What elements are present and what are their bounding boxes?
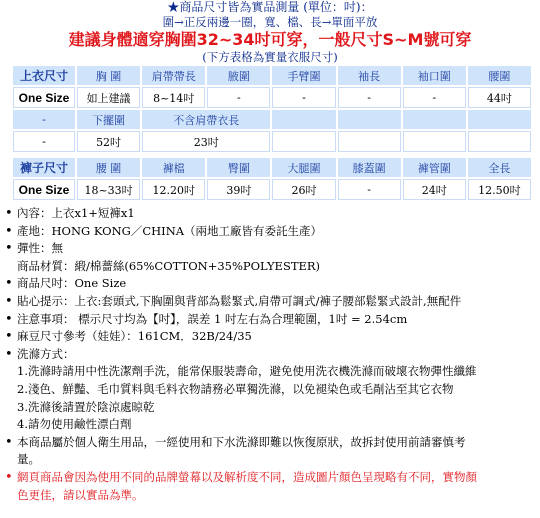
col-header [272, 110, 335, 129]
cell [468, 131, 531, 152]
cell: One Size [13, 179, 75, 200]
measure-note-title: ★商品尺寸皆為實品測量 (單位：吋)： [167, 0, 373, 14]
col-header: 腰圍 [468, 66, 531, 85]
top-value-row-2 [13, 131, 531, 152]
col-header [468, 110, 531, 129]
note-item: • 彈性：無 [0, 240, 540, 258]
cell [403, 131, 466, 152]
cell: 44吋 [468, 87, 531, 108]
cell: - [338, 87, 401, 108]
col-header: 臀圍 [207, 158, 270, 177]
note-item: 量。 [17, 452, 40, 467]
col-header: 手臂圍 [272, 66, 335, 85]
col-header: 褲檔 [142, 158, 205, 177]
note-item: • 麻豆尺寸參考（娃娃）：161CM．32B/24/35 [0, 328, 540, 346]
top-value-row [13, 87, 531, 108]
col-header: 褲管圍 [403, 158, 466, 177]
cell: 52吋 [77, 131, 140, 152]
wash-step: 3.洗滌後請置於陰涼處晾乾 [17, 399, 155, 414]
note-item: • 注意事項： 標示尺寸均為【吋】，誤差 1 吋左右為合理範圍，1吋 = 2.54cm [0, 311, 540, 329]
cell: 8~14吋 [142, 87, 205, 108]
note-item: 商品材質：緞/棉薔絲(65%COTTON+35%POLYESTER) [17, 258, 321, 273]
pants-header-row [13, 158, 531, 177]
cell: - [272, 87, 335, 108]
measure-note-method: 圍→正反兩邊一圈，寬、檔、長→單面平放 [162, 15, 378, 29]
table-note: (下方表格為實量衣服尺寸) [202, 50, 338, 64]
cell: One Size [13, 87, 75, 108]
cell: 39吋 [207, 179, 270, 200]
wash-step: 4.請勿使用鹼性漂白劑 [17, 417, 132, 432]
note-item: • 洗滌方式： [0, 346, 540, 364]
col-header: 大腿圍 [272, 158, 335, 177]
top-subheader-row [13, 110, 531, 129]
pants-size-label: 褲子尺寸 [13, 158, 75, 177]
col-header: 下擺圍 [77, 110, 140, 129]
note-item: • 產地：HONG KONG／CHINA（兩地工廠皆有委託生產） [0, 223, 540, 241]
cell: 12.20吋 [142, 179, 205, 200]
col-header: 膝蓋圍 [338, 158, 401, 177]
wash-step: 1.洗滌時請用中性洗潔劑手洗，能常保服裝壽命，避免使用洗衣機洗滌而破壞衣物彈性纖維 [17, 364, 477, 379]
cell: - [207, 87, 270, 108]
note-item: • 內容：上衣x1+短褲x1 [0, 205, 540, 223]
star-icon: ★ [167, 0, 180, 14]
cell: 24吋 [403, 179, 466, 200]
col-header: 袖長 [338, 66, 401, 85]
col-header: - [13, 110, 75, 129]
top-header-row [13, 66, 531, 85]
col-header: 不含肩帶衣長 [142, 110, 270, 129]
col-header [338, 110, 401, 129]
col-header: 胸 圍 [77, 66, 140, 85]
cell: 18~33吋 [77, 179, 140, 200]
top-size-label: 上衣尺寸 [13, 66, 75, 85]
cell [338, 131, 401, 152]
size-header [0, 0, 540, 64]
fit-recommendation: 建議身體適穿胸圍32~34吋可穿，一般尺寸S~M號可穿 [68, 30, 472, 49]
color-disclaimer: 色更佳，請以實品為準。 [17, 487, 144, 502]
col-header: 肩帶帶長 [142, 66, 205, 85]
col-header: 腰 圍 [77, 158, 140, 177]
cell [272, 131, 335, 152]
col-header: 腋圍 [207, 66, 270, 85]
note-item: • 商品尺吋：One Size [0, 275, 540, 293]
cell: 26吋 [272, 179, 335, 200]
cell: - [403, 87, 466, 108]
top-size-table [11, 64, 533, 202]
pants-value-row [13, 179, 531, 200]
cell: 如上建議 [77, 87, 140, 108]
color-disclaimer: • 網頁商品會因為使用不同的品牌螢幕以及解析度不同，造成圖片顏色呈現略有不同，實物顏 [0, 469, 540, 487]
product-notes [0, 205, 540, 504]
cell: 23吋 [142, 131, 270, 152]
cell: - [13, 131, 75, 152]
col-header: 袖口圍 [403, 66, 466, 85]
cell: - [338, 179, 401, 200]
col-header: 全長 [468, 158, 531, 177]
note-item: • 本商品屬於個人衛生用品，一經使用和下水洗滌即難以恢復原狀，故拆封使用前請審慎考 [0, 434, 540, 452]
wash-step: 2.淺色、鮮豔、毛巾質料與毛料衣物請務必單獨洗滌，以免褪染色或毛剮沾至其它衣物 [17, 381, 454, 396]
cell: 12.50吋 [468, 179, 531, 200]
col-header [403, 110, 466, 129]
note-item: • 貼心提示：上衣:套頭式,下胸圍與背部為鬆緊式,肩帶可調式/褲子腰部鬆緊式設計,無配件 [0, 293, 540, 311]
